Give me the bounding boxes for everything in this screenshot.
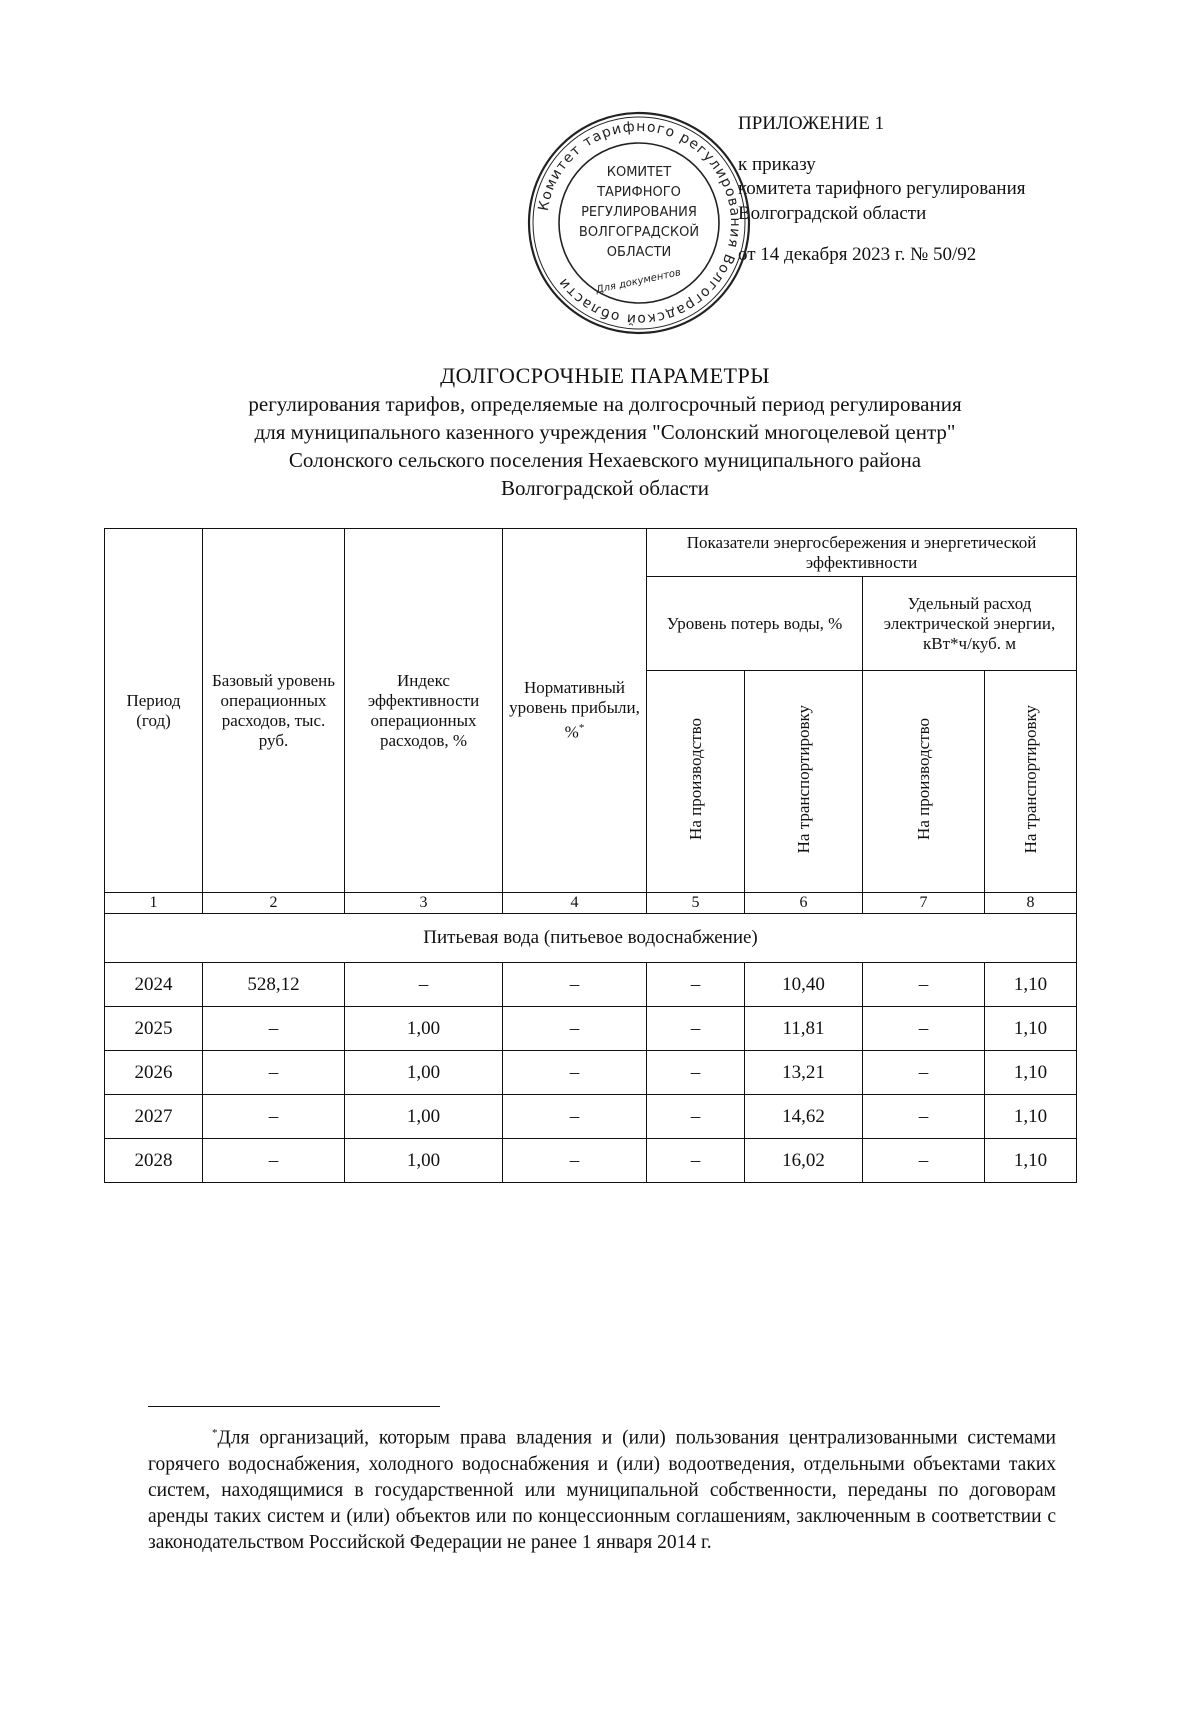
stamp-outer-ring-inner [533,117,745,329]
header-water-transport [745,671,863,893]
table-row [105,1139,1077,1183]
header-water-production [647,671,745,893]
header-water-transport-text: На транспортировку [793,704,813,854]
column-number: 4 [503,893,647,914]
table-cell: – [647,1095,745,1139]
header-water-production-text: На производство [685,718,705,840]
column-number: 5 [647,893,745,914]
section-title: Питьевая вода (питьевое водоснабжение) [105,914,1077,963]
row-year-cell: 2025 [105,1007,203,1051]
table-cell: 1,10 [985,963,1077,1007]
table-cell: – [863,1051,985,1095]
table-cell: 1,10 [985,1095,1077,1139]
parameters-table [104,528,1077,1183]
footnote-divider [148,1406,440,1407]
table-cell: – [503,963,647,1007]
table-cell: 11,81 [745,1007,863,1051]
header-electricity-production [863,671,985,893]
column-number: 1 [105,893,203,914]
document-subtitle-4: Волгоградской области [500,476,710,500]
table-cell: 1,10 [985,1139,1077,1183]
header-base-level: Базовый уровень операционных расходов, тыс. руб. [203,529,345,893]
header-profit-footnote-mark: * [578,722,585,735]
header-electricity-transport [985,671,1077,893]
column-number: 2 [203,893,345,914]
table-cell: – [503,1007,647,1051]
column-number: 8 [985,893,1077,914]
table-cell: – [647,1007,745,1051]
table-cell: – [203,1139,345,1183]
table-cell: 10,40 [745,963,863,1007]
column-number: 6 [745,893,863,914]
table-cell: – [647,963,745,1007]
stamp-bottom-label: Для документов [595,267,682,296]
stamp-line-2: ТАРИФНОГО [597,185,681,200]
document-subtitle-1: регулирования тарифов, определяемые на долгосрочный период регулирования [248,392,962,416]
table-row [105,963,1077,1007]
footnote-mark: * [212,1427,218,1439]
document-title-block [140,362,1070,502]
official-stamp [524,108,754,338]
table-cell: 1,00 [345,1139,503,1183]
table-cell: 1,00 [345,1051,503,1095]
appendix-ref-line: к приказу [738,153,816,175]
table-cell: – [647,1051,745,1095]
appendix-region-line: Волгоградской области [738,203,927,225]
table-cell: 528,12 [203,963,345,1007]
column-number: 3 [345,893,503,914]
table-cell: 1,00 [345,1095,503,1139]
table-cell: 16,02 [745,1139,863,1183]
header-electricity: Удельный расход электрической энергии, кВт*ч/куб. м [863,577,1077,671]
table-cell: 13,21 [745,1051,863,1095]
table-cell: 1,10 [985,1051,1077,1095]
column-number: 7 [863,893,985,914]
table-cell: 1,00 [345,1007,503,1051]
table-cell: – [647,1139,745,1183]
table-cell: – [863,963,985,1007]
appendix-title: ПРИЛОЖЕНИЕ 1 [738,113,885,134]
appendix-date-line: от 14 декабря 2023 г. № 50/92 [738,243,977,265]
header-electricity-transport-text: На транспортировку [1020,704,1040,854]
row-year-cell: 2027 [105,1095,203,1139]
table-cell: – [203,1095,345,1139]
table-cell: – [503,1051,647,1095]
table-cell: – [203,1007,345,1051]
stamp-line-4: ВОЛГОГРАДСКОЙ [578,225,700,240]
document-subtitle-2: для муниципального казенного учреждения "Солонский многоцелевой центр" [254,420,956,444]
column-number-row [105,893,1077,914]
stamp-line-1: КОМИТЕТ [606,165,672,180]
header-profit-level-text: Нормативный уровень прибыли, % [509,678,640,742]
stamp-ring-text: Комитет тарифного регулирования Волгоградской области [535,118,744,328]
table-cell: 1,10 [985,1007,1077,1051]
table-row [105,1007,1077,1051]
appendix-header [738,112,1026,267]
header-energy-group: Показатели энергосбережения и энергетической эффективности [647,529,1077,577]
stamp-outer-ring [529,113,749,333]
table-cell: 14,62 [745,1095,863,1139]
table-cell: – [863,1139,985,1183]
header-profit-level [503,529,647,893]
table-body [105,963,1077,1183]
table-row [105,1095,1077,1139]
footnote [148,1420,1056,1556]
document-title: ДОЛГОСРОЧНЫЕ ПАРАМЕТРЫ [440,363,770,388]
table-cell: – [345,963,503,1007]
stamp-line-5: ОБЛАСТИ [606,245,672,260]
table-row [105,1051,1077,1095]
stamp-line-3: РЕГУЛИРОВАНИЯ [581,205,697,220]
section-row [105,914,1077,963]
table-cell: – [503,1139,647,1183]
table-cell: – [503,1095,647,1139]
appendix-committee-line: комитета тарифного регулирования [738,178,1026,200]
header-period: Период (год) [105,529,203,893]
table-cell: – [203,1051,345,1095]
row-year-cell: 2026 [105,1051,203,1095]
row-year-cell: 2028 [105,1139,203,1183]
row-year-cell: 2024 [105,963,203,1007]
table-cell: – [863,1007,985,1051]
header-efficiency-index: Индекс эффективности операционных расходов, % [345,529,503,893]
header-electricity-production-text: На производство [913,718,933,840]
table-cell: – [863,1095,985,1139]
document-subtitle-3: Солонского сельского поселения Нехаевского муниципального района [288,448,922,472]
header-water-loss: Уровень потерь воды, % [647,577,863,671]
footnote-text: Для организаций, которым права владения и (или) пользования централизованными системами горячего водоснабжения, холодного водоснабжения и (или) водоотведения, отдельными объектами таких систем, находящимися в государственной или муниципальной собственности, переданы по договорам аренды таких систем и (или) объектов или по концессионным соглашениям, заключенным в соответствии с законодательством Российской Федерации не ранее 1 января 2014 г. [148,1427,1056,1553]
